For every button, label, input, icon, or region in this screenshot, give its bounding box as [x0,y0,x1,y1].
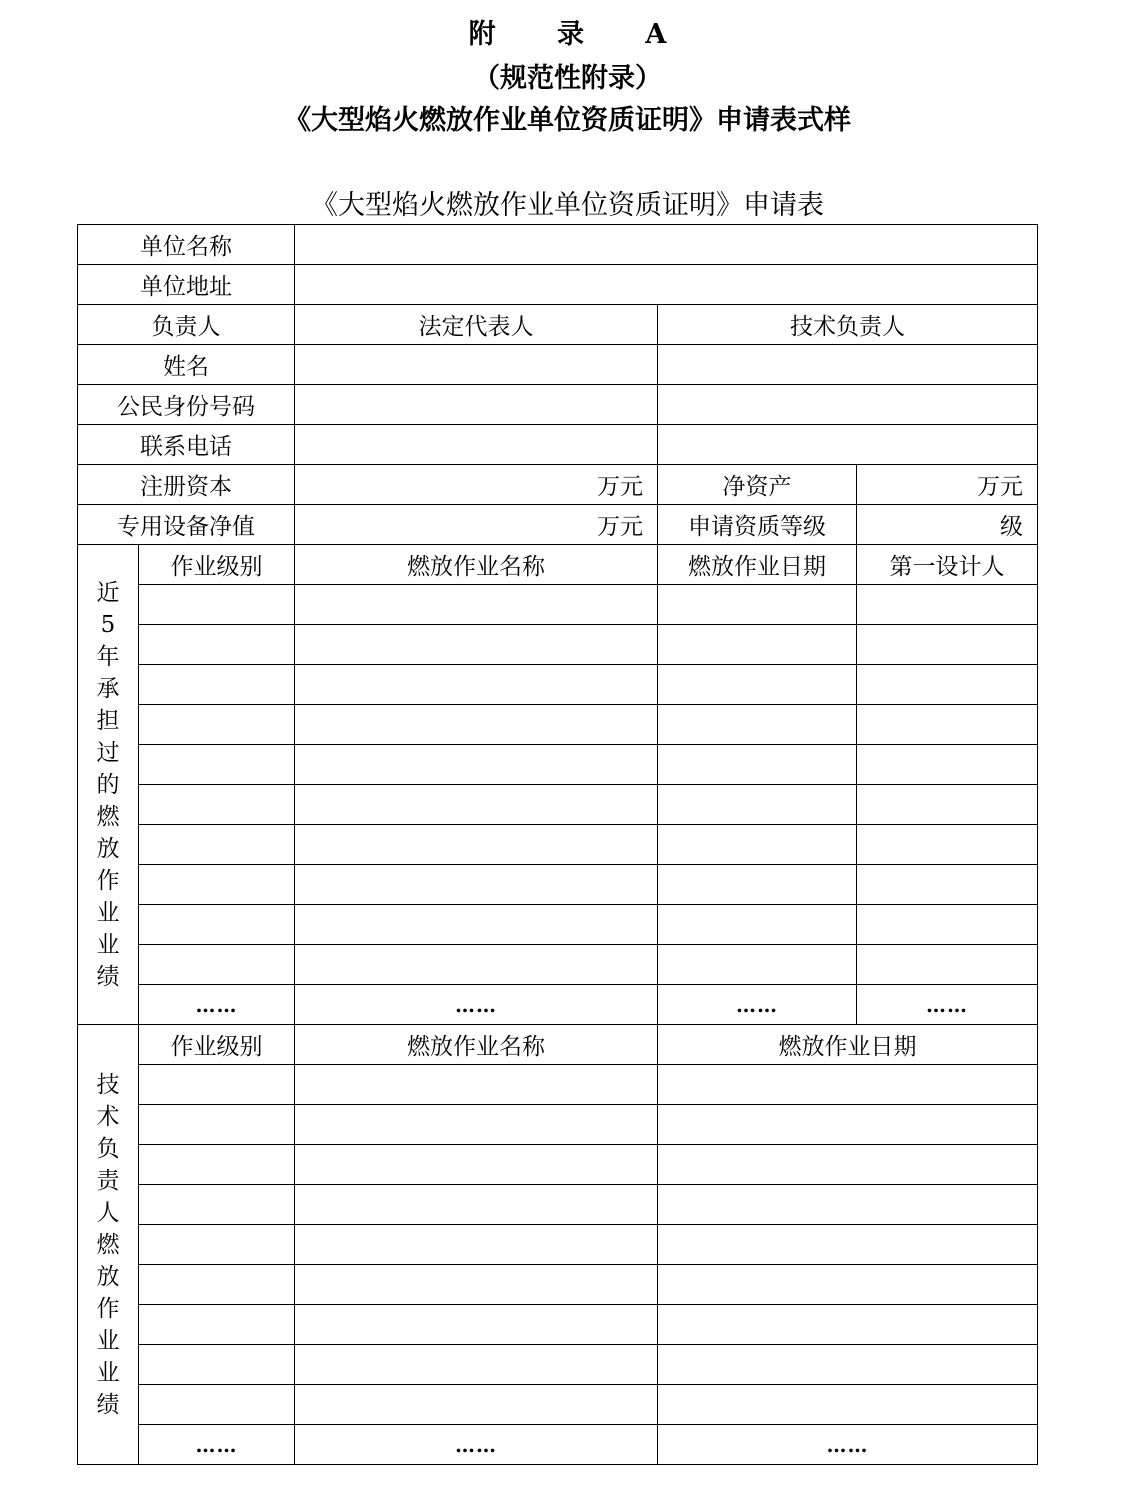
tech-ellipsis-level: …… [139,1425,295,1465]
tech-cell-level[interactable] [139,1185,295,1225]
tech-col-date: 燃放作业日期 [658,1025,1038,1065]
performance-cell-level[interactable] [139,865,295,905]
table-row [78,1185,1038,1225]
tech-cell-date[interactable] [658,1185,1038,1225]
tech-cell-date[interactable] [658,1345,1038,1385]
tech-cell-level[interactable] [139,1105,295,1145]
tech-cell-date[interactable] [658,1385,1038,1425]
tech-cell-date[interactable] [658,1305,1038,1345]
performance-cell-level[interactable] [139,905,295,945]
table-row [78,745,1038,785]
tech-col-name: 燃放作业名称 [295,1025,658,1065]
label-id-number: 公民身份号码 [78,385,295,425]
performance-cell-name[interactable] [295,905,658,945]
table-row [78,1105,1038,1145]
tech-cell-name[interactable] [295,1385,658,1425]
label-unit-name: 单位名称 [78,225,295,265]
field-unit-name[interactable] [295,225,1038,265]
performance-cell-date[interactable] [658,745,857,785]
field-legal-rep-id[interactable] [295,385,658,425]
tech-ellipsis-name: …… [295,1425,658,1465]
performance-cell-designer[interactable] [857,705,1038,745]
performance-cell-date[interactable] [658,785,857,825]
table-row [78,705,1038,745]
performance-cell-designer[interactable] [857,945,1038,985]
performance-ellipsis-name: …… [295,985,658,1025]
tech-cell-name[interactable] [295,1225,658,1265]
tech-cell-name[interactable] [295,1145,658,1185]
row-unit-address [78,265,1038,305]
performance-col-date: 燃放作业日期 [658,545,857,585]
tech-cell-level[interactable] [139,1265,295,1305]
performance-cell-level[interactable] [139,625,295,665]
performance-ellipsis-row [78,985,1038,1025]
table-title: 《大型焰火燃放作业单位资质证明》申请表 [311,190,824,221]
performance-cell-designer[interactable] [857,905,1038,945]
performance-cell-name[interactable] [295,585,658,625]
performance-cell-level[interactable] [139,705,295,745]
performance-cell-date[interactable] [658,945,857,985]
performance-cell-designer[interactable] [857,745,1038,785]
performance-cell-date[interactable] [658,905,857,945]
tech-cell-level[interactable] [139,1345,295,1385]
performance-cell-level[interactable] [139,745,295,785]
table-row [78,1265,1038,1305]
tech-cell-name[interactable] [295,1105,658,1145]
performance-ellipsis-designer: …… [857,985,1038,1025]
table-row [78,1145,1038,1185]
row-person-in-charge [78,305,1038,345]
field-tech-lead-phone[interactable] [658,425,1038,465]
tech-cell-date[interactable] [658,1105,1038,1145]
tech-cell-name[interactable] [295,1265,658,1305]
tech-cell-level[interactable] [139,1385,295,1425]
field-qualification-level[interactable]: 级 [857,505,1038,545]
table-row [78,1345,1038,1385]
row-capital [78,465,1038,505]
performance-cell-level[interactable] [139,665,295,705]
table-row [78,945,1038,985]
normative-label: （规范性附录） [473,63,662,94]
tech-cell-date[interactable] [658,1265,1038,1305]
label-legal-rep: 法定代表人 [295,305,658,345]
performance-cell-level[interactable] [139,785,295,825]
label-unit-address: 单位地址 [78,265,295,305]
performance-cell-name[interactable] [295,745,658,785]
tech-cell-name[interactable] [295,1185,658,1225]
performance-cell-designer[interactable] [857,825,1038,865]
application-form-table [77,224,1038,1465]
field-tech-lead-id[interactable] [658,385,1038,425]
form-sample-title: 《大型焰火燃放作业单位资质证明》申请表式样 [284,105,851,136]
field-legal-rep-name[interactable] [295,345,658,385]
field-tech-lead-name[interactable] [658,345,1038,385]
performance-cell-name[interactable] [295,865,658,905]
label-equipment-value: 专用设备净值 [78,505,295,545]
tech-performance-side-label [78,1025,139,1465]
row-id-number [78,385,1038,425]
tech-cell-name[interactable] [295,1065,658,1105]
label-phone: 联系电话 [78,425,295,465]
performance-cell-name[interactable] [295,665,658,705]
performance-cell-date[interactable] [658,625,857,665]
table-row [78,585,1038,625]
tech-ellipsis-date: …… [658,1425,1038,1465]
table-row [78,1065,1038,1105]
tech-cell-name[interactable] [295,1305,658,1345]
table-row [78,905,1038,945]
row-unit-name [78,225,1038,265]
tech-cell-date[interactable] [658,1065,1038,1105]
performance-cell-level[interactable] [139,825,295,865]
performance-cell-name[interactable] [295,705,658,745]
label-net-assets: 净资产 [658,465,857,505]
tech-col-level: 作业级别 [139,1025,295,1065]
tech-cell-level[interactable] [139,1305,295,1345]
performance-cell-designer[interactable] [857,585,1038,625]
performance-header-row [78,545,1038,585]
label-name: 姓名 [78,345,295,385]
performance-cell-level[interactable] [139,585,295,625]
performance-cell-designer[interactable] [857,785,1038,825]
performance-cell-name[interactable] [295,785,658,825]
performance-cell-date[interactable] [658,585,857,625]
tech-performance-side-text: 技术负责人燃放作业业绩 [96,1071,120,1418]
tech-cell-level[interactable] [139,1065,295,1105]
tech-ellipsis-row [78,1425,1038,1465]
performance-cell-name[interactable] [295,625,658,665]
performance-cell-name[interactable] [295,825,658,865]
performance-side-text: 近5年承担过的燃放作业业绩 [96,579,120,990]
field-registered-capital[interactable]: 万元 [295,465,658,505]
field-net-assets[interactable]: 万元 [857,465,1038,505]
row-phone [78,425,1038,465]
row-name [78,345,1038,385]
tech-performance-header-row [78,1025,1038,1065]
table-row [78,665,1038,705]
table-row [78,1225,1038,1265]
field-equipment-value[interactable]: 万元 [295,505,658,545]
performance-cell-name[interactable] [295,945,658,985]
performance-cell-date[interactable] [658,665,857,705]
table-row [78,1385,1038,1425]
performance-side-label [78,545,139,1025]
tech-cell-date[interactable] [658,1225,1038,1265]
table-row [78,625,1038,665]
performance-col-name: 燃放作业名称 [295,545,658,585]
row-equipment [78,505,1038,545]
table-row [78,785,1038,825]
performance-cell-level[interactable] [139,945,295,985]
performance-cell-date[interactable] [658,825,857,865]
performance-cell-designer[interactable] [857,865,1038,905]
table-row [78,825,1038,865]
performance-cell-date[interactable] [658,865,857,905]
performance-cell-designer[interactable] [857,665,1038,705]
table-row [78,1305,1038,1345]
field-unit-address[interactable] [295,265,1038,305]
performance-col-level: 作业级别 [139,545,295,585]
label-qualification-level: 申请资质等级 [658,505,857,545]
label-registered-capital: 注册资本 [78,465,295,505]
label-person-in-charge: 负责人 [78,305,295,345]
tech-cell-level[interactable] [139,1225,295,1265]
appendix-heading: 附 录 A [468,19,693,50]
tech-cell-level[interactable] [139,1145,295,1185]
performance-cell-designer[interactable] [857,625,1038,665]
tech-cell-name[interactable] [295,1345,658,1385]
table-row [78,865,1038,905]
performance-ellipsis-level: …… [139,985,295,1025]
performance-ellipsis-date: …… [658,985,857,1025]
performance-cell-date[interactable] [658,705,857,745]
field-legal-rep-phone[interactable] [295,425,658,465]
performance-col-designer: 第一设计人 [857,545,1038,585]
label-tech-lead: 技术负责人 [658,305,1038,345]
tech-cell-date[interactable] [658,1145,1038,1185]
